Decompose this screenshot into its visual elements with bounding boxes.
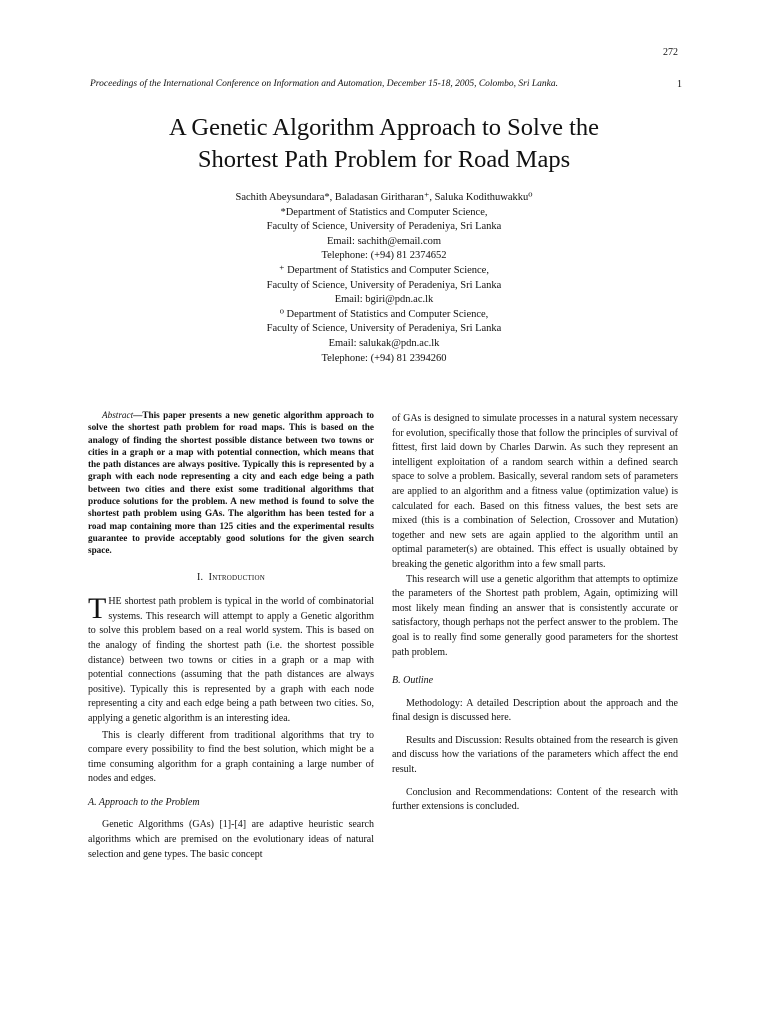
affiliation-line: Faculty of Science, University of Peradeniya, Sri Lanka	[266, 221, 502, 233]
approach-paragraph-2: This research will use a genetic algorithm that attempts to optimize the parameters of the Shortest path problem, Again, optimizing will most likely mean finding an answer that is consistently accurate or satisfactory, though perhaps not the perfect answer to the problem. The goal is to really find some generally good parameters for the shortest path problem.	[392, 573, 678, 658]
affiliation-line: ⁰ Department of Statistics and Computer Science,	[279, 308, 489, 320]
subsection-heading-outline: B. Outline	[392, 675, 434, 687]
outline-item: Results and Discussion: Results obtained from the research is given and discuss how the variations of the parameters which affect the end result.	[392, 734, 678, 776]
header-page-index: 1	[677, 79, 682, 90]
right-column	[392, 412, 678, 815]
affiliation-telephone: Telephone: (+94) 81 2394260	[321, 352, 447, 364]
page-number: 272	[663, 47, 678, 58]
affiliation-line: *Department of Statistics and Computer Science,	[280, 206, 488, 218]
left-column	[88, 409, 374, 862]
affiliation-line: Faculty of Science, University of Peradeniya, Sri Lanka	[266, 279, 502, 291]
affiliation-email: Email: sachith@email.com	[326, 235, 442, 247]
section-title: Introduction	[208, 571, 265, 583]
affiliation-email: Email: bgiri@pdn.ac.lk	[334, 294, 434, 306]
outline-item: Conclusion and Recommendations: Content of the research with further extensions is concluded.	[392, 786, 678, 813]
section-heading-introduction	[88, 571, 374, 586]
abstract-text: —This paper presents a new genetic algorithm approach to solve the shortest path problem for road maps. This is based on the analogy of finding the shortest possible distance between two towns or cities in a graph or a map with potential connection, which means that the path distances are always positive. Typically this is represented by a graph with each node representing a city and each edge being a path between two cities and there exist some traditional algorithms that produce solutions for the problem. A new method is found to solve the shortest path problem using GAs. The algorithm has been tested for a road map containing more than 125 cities and the experimental results guarantee to provide acceptably good solutions for the given search space.	[88, 410, 374, 556]
paper-title	[0, 112, 768, 176]
intro-paragraph-2: This is clearly different from traditional algorithms that try to compare every possibility to find the best solution, which might be a time consuming algorithm for a graph containing a large number of nodes and edges.	[88, 729, 374, 785]
approach-paragraph-1-continued: of GAs is designed to simulate processes in a natural system necessary for evolution, specifically those that follow the principles of survival of fittest, first laid down by Charles Darwin. As such they represent an intelligent exploitation of a random search within a defined search space to solve a problem. Basically, several random sets of parameters are applied to an algorithm and a fitness value (optimization value) is calculated for each. Based on this fitness values, the best sets are mixed (this is a combination of Selection, Crossover and Mutation) together and new sets are again applied to the algorithm until an optimal parameter(s) are obtained. This effect is usually obtained by breaking the genetic algorithm into a few small parts.	[392, 413, 678, 570]
section-number: I.	[197, 571, 204, 583]
affiliation-line: Faculty of Science, University of Peradeniya, Sri Lanka	[266, 323, 502, 335]
abstract	[88, 409, 374, 557]
author-names: Sachith Abeysundara*, Baladasan Giritharan⁺, Saluka Kodithuwakku⁰	[235, 192, 533, 203]
subsection-heading-approach: A. Approach to the Problem	[88, 796, 200, 808]
affiliation-telephone: Telephone: (+94) 81 2374652	[321, 250, 447, 262]
intro-paragraph-1: THE shortest path problem is typical in the world of combinatorial systems. This research will attempt to apply a Genetic algorithm to solve this problem based on a real world system. This is based on the analogy of finding the shortest path (i.e. the shortest possible distance) between two towns or cities in a graph or a map with potential connections (assuming that the path distances are always positive). Typically this is represented by a graph with each node representing a city and each edge being a path between two cities. So, applying a genetic algorithm is an interesting idea.	[88, 592, 374, 724]
abstract-lead: Abstract	[102, 410, 134, 420]
author-block	[0, 191, 768, 366]
affiliation-line: ⁺ Department of Statistics and Computer Science,	[279, 264, 489, 276]
outline-item: Methodology: A detailed Description about the approach and the final design is discussed here.	[392, 697, 678, 724]
affiliation-email: Email: salukak@pdn.ac.lk	[328, 337, 440, 349]
title-line-1: A Genetic Algorithm Approach to Solve the	[168, 114, 600, 141]
proceedings-header: Proceedings of the International Conference on Information and Automation, December 15-18, 2005, Colombo, Sri Lanka.	[90, 79, 558, 89]
approach-paragraph-1: Genetic Algorithms (GAs) [1]-[4] are adaptive heuristic search algorithms which are premised on the evolutionary ideas of natural selection and gene types. The basic concept	[88, 819, 374, 860]
title-line-2: Shortest Path Problem for Road Maps	[197, 146, 571, 173]
